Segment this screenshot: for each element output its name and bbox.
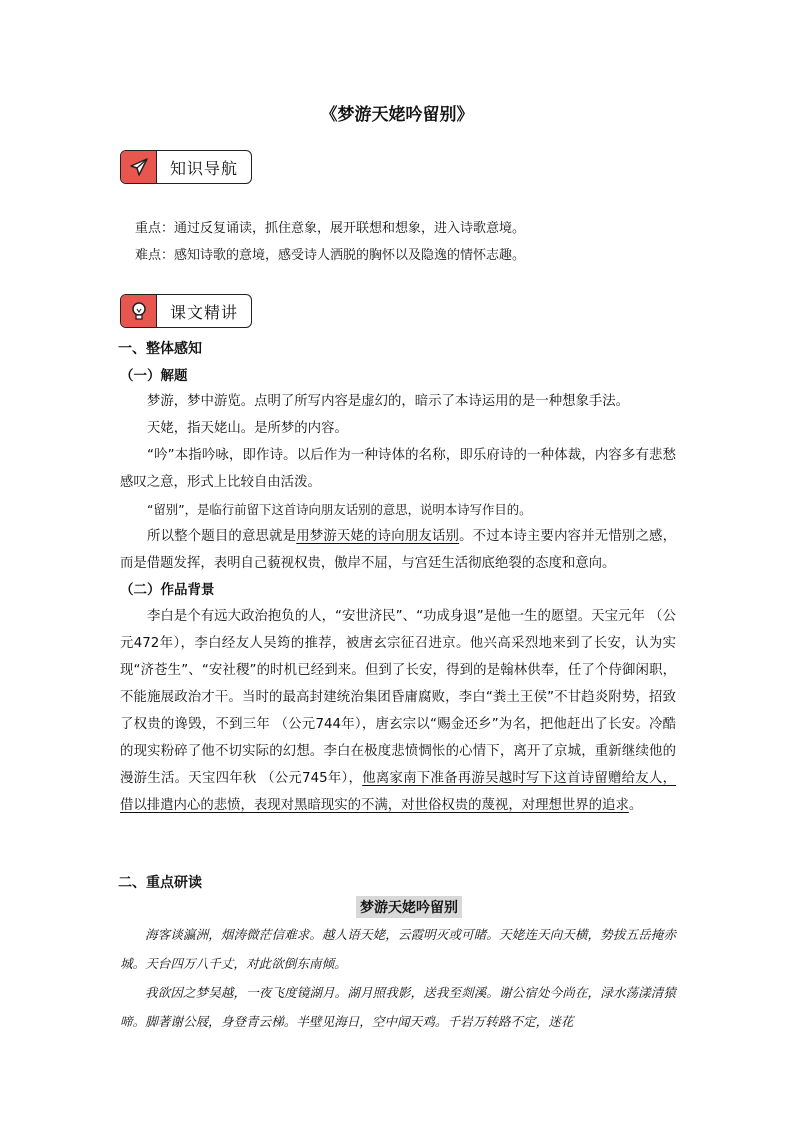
paragraph: [120, 603, 676, 819]
poem-paragraph: 我欲因之梦吴越，一夜飞度镜湖月。湖月照我影，送我至剡溪。谢公宿处今尚在，渌水荡漾清猿啼。脚著谢公屐，身登青云梯。半壁见海日，空中闻天鸡。千岩万转路不定，迷花: [120, 985, 676, 1029]
text-span: 。: [628, 798, 643, 813]
underlined-text: 用梦游天姥的诗向朋友话别: [296, 529, 460, 544]
badge-label: 知识导航: [169, 158, 238, 178]
document-title: 《梦游天姥吟留别》: [320, 105, 474, 125]
background-block: [120, 603, 676, 819]
underlined-text: 他离家南下准备再游吴越时写下这首诗留赠给友人，借以排遣内心的悲愤，表现对黑暗现实的不满，对世俗权贵的蔑视，对理想世界的追求: [120, 771, 676, 813]
paragraph: 天姥，指天姥山。是所梦的内容。: [147, 421, 348, 436]
sub2-heading: （二）作品背景: [120, 582, 215, 598]
paper-plane-icon: [121, 151, 157, 183]
lightbulb-icon: [121, 295, 157, 327]
paragraph: [120, 523, 676, 577]
key-point: 重点：通过反复诵读，抓住意象，展开联想和想象，进入诗歌意境。: [135, 221, 526, 236]
difficult-point: 难点：感知诗歌的意境，感受诗人洒脱的胸怀以及隐逸的情怀志趣。: [135, 248, 526, 263]
section2-heading: 二、重点研读: [118, 875, 202, 891]
paragraph: “留别”，是临行前留下这首诗向朋友话别的意思，说明本诗写作目的。: [147, 502, 532, 517]
paragraph: 梦游，梦中游览。点明了所写内容是虚幻的，暗示了本诗运用的是一种想象手法。: [147, 394, 630, 409]
badge-label: 课文精讲: [169, 302, 238, 322]
knowledge-nav-badge: [120, 150, 252, 184]
text-span: 。不过本诗主要内容并无惜别之感，而是借题发挥，表明自己藐视权贵，傲岸不屈，与宫廷生活彻底绝裂的态度和意向。: [120, 529, 677, 571]
poem-text: [120, 920, 676, 1036]
poem-title: 梦游天姥吟留别: [356, 896, 462, 918]
explain-block: [120, 388, 676, 577]
section1-heading: 一、整体感知: [118, 341, 202, 357]
paragraph: “吟”本指吟咏，即作诗。以后作为一种诗体的名称，即乐府诗的一种体裁，内容多有悲愁感叹之意，形式上比较自由活泼。: [120, 448, 676, 490]
sub1-heading: （一）解题: [120, 368, 188, 384]
text-span: 李白是个有远大政治抱负的人，“安世济民”、“功成身退”是他一生的愿望。天宝元年 （公元472年），李白经友人吴筠的推荐，被唐玄宗征召进京。他兴高采烈地来到了长安，认为实现“济苍生”、“安社稷”的时机已经到来。但到了长安，得到的是翰林供奉，任了个侍御闲职，不能施展政治才干。当时的最高封建统治集团昏庸腐败，李白“粪土王侯”不甘趋炎附势，招致了权贵的谗毁，不到三年 （公元744年），唐玄宗以“赐金还乡”为名，把他赶出了长安。冷酷的现实粉碎了他不切实际的幻想。李白在极度悲愤惆怅的心情下，离开了京城，重新继续他的漫游生活。天宝四年秋 （公元745年），: [120, 609, 676, 786]
text-span: 所以整个题目的意思就是: [147, 529, 297, 544]
text-lecture-badge: [120, 294, 252, 328]
poem-paragraph: 海客谈瀛洲，烟涛微茫信难求。越人语天姥，云霞明灭或可睹。天姥连天向天横，势拔五岳掩赤城。天台四万八千丈，对此欲倒东南倾。: [120, 927, 676, 971]
